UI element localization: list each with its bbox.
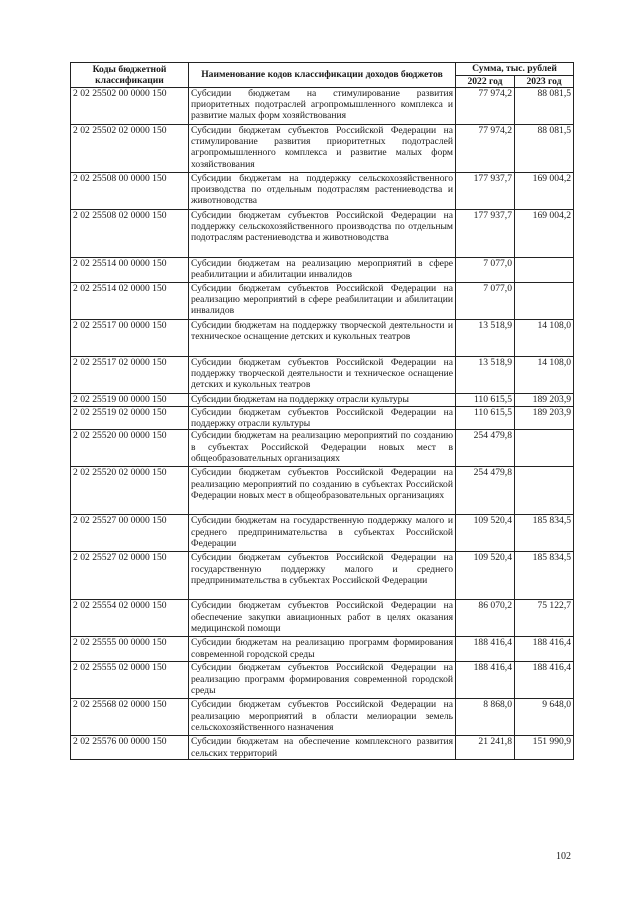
header-sum: Сумма, тыс. рублей [456,63,574,76]
row-amount-2023 [515,467,574,515]
row-name: Субсидии бюджетам на поддержку сельскохозяйственного производства по отдельным подотраслям растениеводства и животноводства [189,173,456,210]
row-code: 2 02 25576 00 0000 150 [71,736,189,760]
row-code: 2 02 25527 02 0000 150 [71,552,189,600]
row-amount-2022: 13 518,9 [456,357,515,394]
row-amount-2023 [515,430,574,467]
table-row [71,283,574,320]
row-amount-2023: 188 416,4 [515,637,574,662]
header-code: Коды бюджетной классификации [71,63,189,88]
table-row [71,515,574,552]
row-code: 2 02 25517 02 0000 150 [71,357,189,394]
row-code: 2 02 25520 02 0000 150 [71,467,189,515]
row-amount-2022: 188 416,4 [456,637,515,662]
row-amount-2022: 110 615,5 [456,394,515,407]
table-row [71,320,574,357]
table-row [71,258,574,283]
row-code: 2 02 25508 00 0000 150 [71,173,189,210]
row-amount-2022: 21 241,8 [456,736,515,760]
row-code: 2 02 25514 02 0000 150 [71,283,189,320]
row-amount-2023: 9 648,0 [515,699,574,736]
row-amount-2022: 110 615,5 [456,407,515,430]
header-name: Наименование кодов классификации доходов бюджетов [189,63,456,88]
row-name: Субсидии бюджетам на обеспечение комплексного развития сельских территорий [189,736,456,760]
row-name: Субсидии бюджетам субъектов Российской Федерации на государственную поддержку малого и среднего предпринимательства в субъектах Российской Федерации [189,552,456,600]
table-row [71,736,574,760]
row-name: Субсидии бюджетам субъектов Российской Федерации на поддержку отрасли культуры [189,407,456,430]
row-code: 2 02 25514 00 0000 150 [71,258,189,283]
row-amount-2022: 7 077,0 [456,283,515,320]
row-amount-2023: 189 203,9 [515,394,574,407]
table-row [71,173,574,210]
table-row [71,600,574,637]
row-amount-2022: 109 520,4 [456,552,515,600]
table-row [71,662,574,699]
row-amount-2022: 254 479,8 [456,430,515,467]
row-amount-2022: 7 077,0 [456,258,515,283]
row-name: Субсидии бюджетам на реализацию мероприятий в сфере реабилитации и абилитации инвалидов [189,258,456,283]
row-amount-2022: 77 974,2 [456,125,515,173]
row-amount-2023 [515,283,574,320]
header-year-2022: 2022 год [456,75,515,88]
row-name: Субсидии бюджетам субъектов Российской Федерации на обеспечение закупки авиационных работ в целях оказания медицинской помощи [189,600,456,637]
row-name: Субсидии бюджетам субъектов Российской Федерации на реализацию мероприятий в области мелиорации земель сельскохозяйственного назначения [189,699,456,736]
row-amount-2022: 86 070,2 [456,600,515,637]
row-name: Субсидии бюджетам субъектов Российской Федерации на реализацию программ формирования современной городской среды [189,662,456,699]
row-amount-2022: 109 520,4 [456,515,515,552]
row-amount-2023: 169 004,2 [515,210,574,258]
row-code: 2 02 25519 00 0000 150 [71,394,189,407]
row-amount-2022: 254 479,8 [456,467,515,515]
row-code: 2 02 25519 02 0000 150 [71,407,189,430]
row-amount-2023: 189 203,9 [515,407,574,430]
row-code: 2 02 25527 00 0000 150 [71,515,189,552]
row-name: Субсидии бюджетам на поддержку отрасли культуры [189,394,456,407]
row-amount-2023: 14 108,0 [515,357,574,394]
row-amount-2023: 188 416,4 [515,662,574,699]
table-row [71,407,574,430]
row-name: Субсидии бюджетам субъектов Российской Федерации на стимулирование развития приоритетных подотраслей агропромышленного комплекса и развитие малых форм хозяйствования [189,125,456,173]
row-amount-2023: 185 834,5 [515,515,574,552]
row-amount-2023: 14 108,0 [515,320,574,357]
row-amount-2023 [515,258,574,283]
row-code: 2 02 25502 02 0000 150 [71,125,189,173]
row-code: 2 02 25520 00 0000 150 [71,430,189,467]
table-row [71,210,574,258]
row-amount-2023: 151 990,9 [515,736,574,760]
table-row [71,467,574,515]
page-number: 102 [556,851,571,862]
row-code: 2 02 25555 00 0000 150 [71,637,189,662]
table-row [71,88,574,125]
row-amount-2022: 8 868,0 [456,699,515,736]
table-row [71,699,574,736]
row-amount-2023: 185 834,5 [515,552,574,600]
row-code: 2 02 25555 02 0000 150 [71,662,189,699]
header-year-2023: 2023 год [515,75,574,88]
row-name: Субсидии бюджетам субъектов Российской Федерации на реализацию мероприятий в сфере реабилитации и абилитации инвалидов [189,283,456,320]
row-amount-2022: 177 937,7 [456,210,515,258]
row-amount-2023: 75 122,7 [515,600,574,637]
row-name: Субсидии бюджетам на поддержку творческой деятельности и техническое оснащение детских и кукольных театров [189,320,456,357]
row-name: Субсидии бюджетам на стимулирование развития приоритетных подотраслей агропромышленного комплекса и развитие малых форм хозяйствования [189,88,456,125]
row-amount-2023: 169 004,2 [515,173,574,210]
row-amount-2022: 77 974,2 [456,88,515,125]
row-code: 2 02 25502 00 0000 150 [71,88,189,125]
row-code: 2 02 25554 02 0000 150 [71,600,189,637]
table-row [71,552,574,600]
table-row [71,125,574,173]
row-amount-2022: 188 416,4 [456,662,515,699]
document-page [70,62,573,760]
table-row [71,394,574,407]
row-amount-2023: 88 081,5 [515,125,574,173]
row-amount-2022: 177 937,7 [456,173,515,210]
table-body [71,88,574,760]
row-name: Субсидии бюджетам субъектов Российской Федерации на реализацию мероприятий по созданию в субъектах Российской Федерации новых мест в общеобразовательных организациях [189,467,456,515]
table-row [71,430,574,467]
row-amount-2023: 88 081,5 [515,88,574,125]
table-row [71,357,574,394]
row-amount-2022: 13 518,9 [456,320,515,357]
budget-table [70,62,574,760]
row-name: Субсидии бюджетам субъектов Российской Федерации на поддержку сельскохозяйственного производства по отдельным подотраслям растениеводства и животноводства [189,210,456,258]
row-name: Субсидии бюджетам на реализацию мероприятий по созданию в субъектах Российской Федерации новых мест в общеобразовательных организациях [189,430,456,467]
row-name: Субсидии бюджетам на государственную поддержку малого и среднего предпринимательства в субъектах Российской Федерации [189,515,456,552]
row-code: 2 02 25568 02 0000 150 [71,699,189,736]
row-code: 2 02 25508 02 0000 150 [71,210,189,258]
table-row [71,637,574,662]
row-name: Субсидии бюджетам на реализацию программ формирования современной городской среды [189,637,456,662]
row-code: 2 02 25517 00 0000 150 [71,320,189,357]
row-name: Субсидии бюджетам субъектов Российской Федерации на поддержку творческой деятельности и техническое оснащение детских и кукольных театров [189,357,456,394]
